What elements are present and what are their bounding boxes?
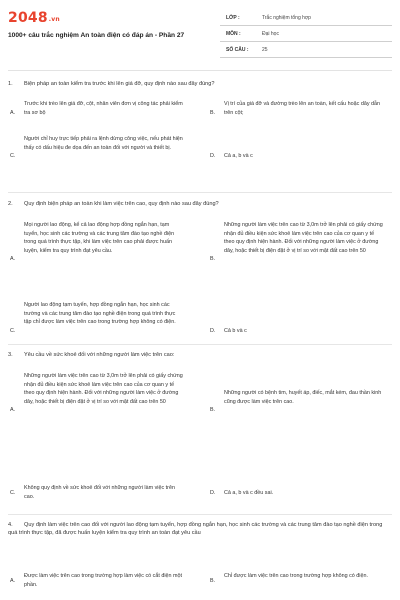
document-header: [0, 0, 400, 66]
site-logo[interactable]: [8, 10, 60, 26]
option-text: Được làm việc trên cao trong trường hợp làm việc có cắt điện một phần.: [24, 573, 183, 588]
option-letter: C.: [10, 153, 16, 159]
question-body: Yêu cầu về sức khoẻ đối với những người làm việc trên cao:: [24, 352, 175, 358]
document-title: 1000+ câu trắc nghiệm An toàn điện có đáp án - Phần 27: [8, 32, 185, 39]
meta-row-count: [220, 42, 392, 58]
question-number: 2.: [8, 201, 13, 207]
meta-table: [220, 10, 392, 58]
option-text: Người chỉ huy trực tiếp phải ra lệnh dừng công việc, nếu phát hiện thấy có dấu hiệu đe dọa đến an toàn đối với người và thiết bị.: [24, 136, 183, 151]
meta-label: MÔN :: [226, 30, 241, 37]
option-text: Cả a, b và c đều sai.: [224, 490, 274, 496]
question-body: Quy định làm việc trên cao đối với người lao động tạm tuyển, hợp đồng ngắn hạn, học sinh các trường và các trung tâm đào tạo nghề điện trong quá trình thực tập, đã được huấn luyện kiểm tra quy trình an toàn đạt yêu cầu: [8, 522, 383, 537]
option-letter: B.: [210, 256, 216, 262]
meta-row-subject: [220, 26, 392, 42]
meta-value: Trắc nghiệm tổng hợp: [262, 14, 311, 21]
question-separator: [8, 514, 392, 515]
option-letter: B.: [210, 110, 216, 116]
question-separator: [8, 192, 392, 193]
option-letter: C.: [10, 490, 16, 496]
header-divider: [8, 70, 392, 71]
question-body: Quy định biện pháp an toàn khi làm việc trên cao, quy định nào sau đây đúng?: [24, 201, 219, 207]
option-text: Trước khi trèo lên giá đỡ, cột, nhân viên đơn vị công tác phải kiểm tra sơ bộ: [24, 101, 183, 116]
question-number: 4.: [8, 522, 13, 528]
option-text: Chỉ được làm việc trên cao trong trường hợp không có điện.: [224, 573, 368, 579]
question-number: 1.: [8, 81, 13, 87]
option-letter: A.: [10, 110, 16, 116]
question-text: [8, 80, 388, 88]
option-letter: B.: [210, 578, 216, 584]
question-body: Biện pháp an toàn kiểm tra trước khi lên giá đỡ, quy định nào sau đây đúng?: [24, 81, 215, 87]
meta-row-class: [220, 10, 392, 26]
logo-suffix: .vn: [48, 16, 60, 23]
meta-label: SỐ CÂU :: [226, 46, 249, 53]
option-text: Cả b và c: [224, 328, 247, 334]
option-letter: D.: [210, 153, 216, 159]
option-letter: A.: [10, 578, 16, 584]
option-text: Những người làm việc trên cao từ 3,0m trở lên phải có giấy chứng nhận đủ điều kiện sức khoẻ làm việc trên cao của cơ quan y tế theo quy định hiện hành. Đối với những người làm việc ở đường dây, hoặc thiết bị điện đặt ở vị trí so với mặt đất cao trên 50: [24, 373, 183, 405]
option-letter: B.: [210, 407, 216, 413]
logo-text: 2048: [8, 10, 48, 26]
meta-value: Đại học: [262, 30, 279, 37]
option-text: Cả a, b và c: [224, 153, 253, 159]
question-number: 3.: [8, 352, 13, 358]
option-text: Người lao động tạm tuyển, hợp đồng ngắn hạn, học sinh các trường và các trung tâm đào tạo nghề điện trong quá trình thực tập chỉ được làm việc trên cao trong trường hợp không có điện.: [24, 302, 176, 326]
question-text: [8, 351, 388, 359]
option-letter: D.: [210, 328, 216, 334]
meta-value: 25: [262, 46, 268, 53]
option-text: Vị trí của giá đỡ và đường trèo lên an toàn, kết cấu hoặc dây dẫn trên cột;: [224, 101, 381, 116]
option-letter: A.: [10, 256, 16, 262]
option-text: Những người làm việc trên cao từ 3,0m trở lên phải có giấy chứng nhận đủ điều kiện sức khoẻ làm việc trên cao của cơ quan y tế theo quy định hiện hành. Đối với những người làm việc ở đường dây, hoặc thiết bị điện đặt ở vị trí so với mặt đất cao trên 50: [224, 222, 383, 254]
question-text: [8, 200, 388, 208]
meta-label: LỚP :: [226, 14, 240, 21]
option-text: Không quy định về sức khoẻ đối với những người làm việc trên cao.: [24, 485, 175, 500]
option-letter: D.: [210, 490, 216, 496]
option-text: Mọi người lao động, kể cả lao động hợp đồng ngắn hạn, tạm tuyển, học sinh các trường và các trung tâm đào tạo nghề điện trong quá trình thực tập, khi làm việc trên cao phải được huấn luyện, kiểm tra quy trình đạt yêu cầu.: [24, 222, 175, 254]
option-letter: C.: [10, 328, 16, 334]
option-letter: A.: [10, 407, 16, 413]
question-text: [8, 521, 388, 538]
question-separator: [8, 344, 392, 345]
option-text: Những người có bệnh tim, huyết áp, điếc, mắt kém, đau thần kinh cũng được làm việc trên cao.: [224, 390, 382, 405]
